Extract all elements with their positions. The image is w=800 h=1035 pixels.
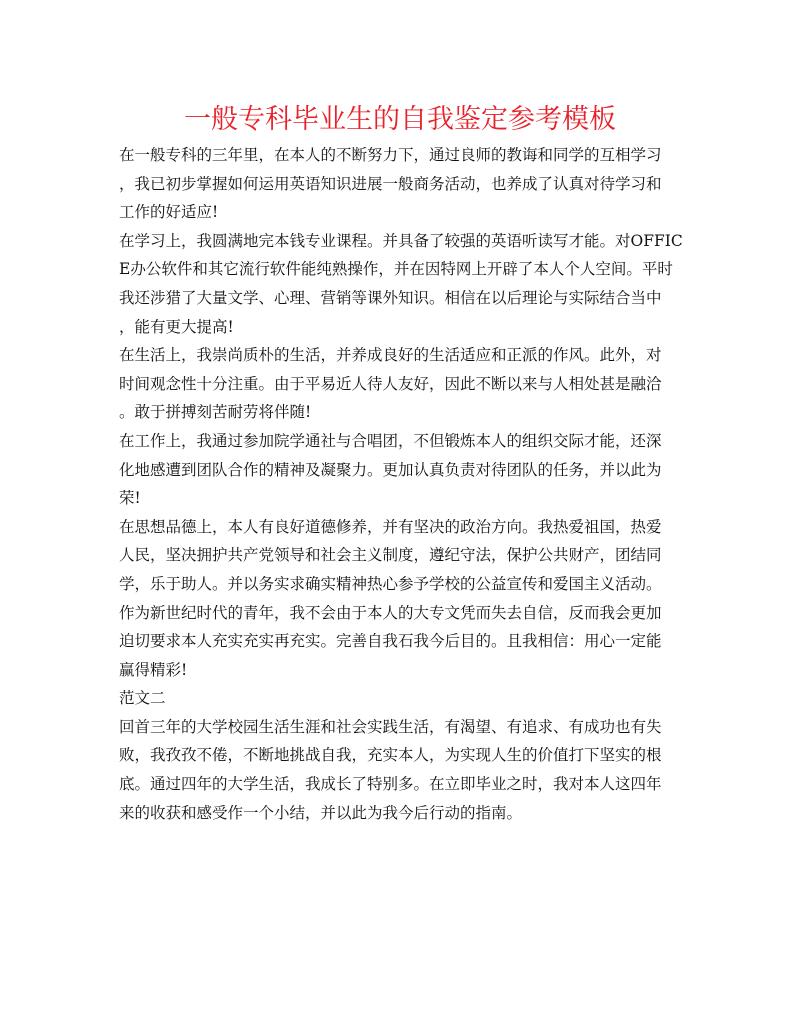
body-line: 荣!	[119, 489, 141, 508]
body-line: 范文二	[119, 689, 166, 708]
body-line: 人民，坚决拥护共产党领导和社会主义制度，遵纪守法，保护公共财产，团结同	[119, 546, 662, 565]
body-line: 时间观念性十分注重。由于平易近人待人友好，因此不断以来与人相处甚是融洽	[119, 374, 662, 393]
body-line: 在一般专科的三年里，在本人的不断努力下，通过良师的教诲和同学的互相学习	[119, 146, 662, 164]
body-line: 回首三年的大学校园生活生涯和社会实践生活，有渴望、有追求、有成功也有失	[119, 717, 662, 736]
body-line: 来的收获和感受作一个小结，并以此为我今后行动的指南。	[119, 803, 523, 822]
body-line: 在思想品德上，本人有良好道德修养，并有坚决的政治方向。我热爱祖国，热爱	[119, 517, 662, 536]
body-line: 迫切要求本人充实充实再充实。完善自我石我今后目的。且我相信：用心一定能	[119, 632, 662, 651]
body-line: ，能有更大提高!	[119, 317, 234, 336]
body-line: ，我已初步掌握如何运用英语知识进展一般商务活动，也养成了认真对待学习和	[119, 174, 662, 193]
document-title: 一般专科毕业生的自我鉴定参考模板	[184, 104, 616, 135]
document-body	[119, 141, 684, 827]
body-line: 在生活上，我崇尚质朴的生活，并养成良好的生活适应和正派的作风。此外，对	[119, 346, 662, 365]
body-line: 工作的好适应!	[119, 203, 219, 222]
body-line: 在学习上，我圆满地完本钱专业课程。并具备了较强的英语听读写才能。对OFFIC	[119, 231, 683, 250]
body-line: 作为新世纪时代的青年，我不会由于本人的大专文凭而失去自信，反而我会更加	[119, 603, 662, 622]
body-line: 败，我孜孜不倦，不断地挑战自我，充实本人，为实现人生的价值打下坚实的根	[119, 746, 662, 765]
body-line: 学，乐于助人。并以务实求确实精神热心参予学校的公益宣传和爱国主义活动。	[119, 574, 662, 593]
body-line: 底。通过四年的大学生活，我成长了特别多。在立即毕业之时，我对本人这四年	[119, 775, 662, 794]
body-line: E办公软件和其它流行软件能纯熟操作，并在因特网上开辟了本人个人空间。平时	[119, 260, 673, 279]
body-line: 。敢于拼搏刻苦耐劳将伴随!	[119, 403, 312, 422]
body-line: 我还涉猎了大量文学、心理、营销等课外知识。相信在以后理论与实际结合当中	[119, 288, 662, 307]
body-line: 化地感遭到团队合作的精神及凝聚力。更加认真负责对待团队的任务，并以此为	[119, 460, 662, 479]
body-line: 赢得精彩!	[119, 660, 188, 679]
body-line: 在工作上，我通过参加院学通社与合唱团，不但锻炼本人的组织交际才能，还深	[119, 431, 662, 450]
